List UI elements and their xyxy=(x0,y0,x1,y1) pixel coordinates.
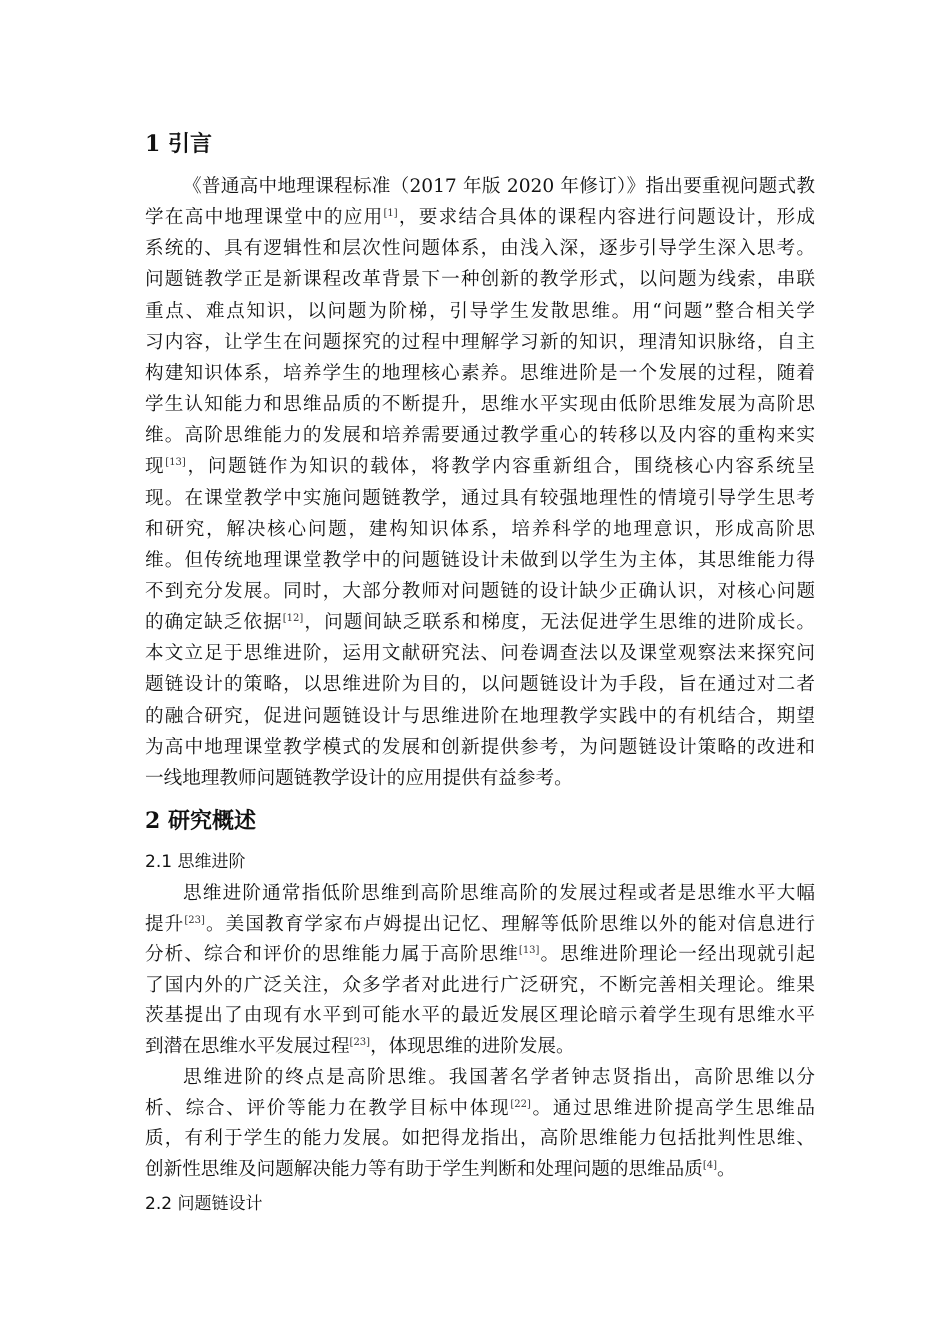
text-line xyxy=(145,487,815,511)
text-line xyxy=(145,974,815,998)
text-segment: 维。高阶思维能力的发展和培养需要通过教学重心的转移以及内容的重构来实 xyxy=(145,425,815,447)
citation-marker[interactable]: [12] xyxy=(282,613,304,625)
text-line xyxy=(145,580,815,604)
text-segment: ，问题链作为知识的载体，将教学内容重新组合，围绕核心内容系统呈 xyxy=(185,456,815,478)
citation-marker[interactable]: [13] xyxy=(518,945,540,957)
text-line xyxy=(145,1158,815,1182)
text-line xyxy=(145,882,815,906)
text-segment: 一线地理教师问题链教学设计的应用提供有益参考。 xyxy=(145,767,573,789)
text-line xyxy=(145,705,815,729)
text-segment: 现。在课堂教学中实施问题链教学，通过具有较强地理性的情境引导学生思考 xyxy=(145,487,815,509)
text-segment: 析、综合、评价等能力在教学目标中体现 xyxy=(145,1097,511,1119)
citation-marker[interactable]: [22] xyxy=(510,1098,531,1110)
text-line xyxy=(145,1004,815,1028)
text-segment: ，要求结合具体的课程内容进行问题设计，形成 xyxy=(397,207,815,229)
text-segment: 现 xyxy=(145,456,166,478)
citation-marker[interactable]: [23] xyxy=(184,914,205,926)
text-line xyxy=(145,642,815,666)
text-segment: 和研究，解决核心问题，建构知识体系，培养科学的地理意识，形成高阶思 xyxy=(145,518,815,540)
text-segment: 思维进阶的终点是高阶思维。我国著名学者钟志贤指出，高阶思维以分 xyxy=(183,1067,815,1088)
text-segment: 思维进阶通常指低阶思维到高阶思维高阶的发展过程或者是思维水平大幅 xyxy=(183,883,815,904)
text-line xyxy=(145,331,815,355)
text-line xyxy=(145,1097,815,1121)
text-line xyxy=(145,455,815,479)
subsection-heading-thinking-progression: 2.1 思维进阶 xyxy=(145,852,246,872)
section-heading-research-overview: 2 研究概述 xyxy=(145,808,256,834)
text-segment: 。通过思维进阶提高学生思维品 xyxy=(530,1097,815,1119)
text-segment: 重点、难点知识，以问题为阶梯，引导学生发散思维。用“问题”整合相关学 xyxy=(145,300,815,322)
text-line xyxy=(145,268,815,292)
text-line xyxy=(145,1035,815,1059)
text-line xyxy=(145,518,815,542)
text-segment: 构建知识体系，培养学生的地理核心素养。思维进阶是一个发展的过程，随着 xyxy=(145,362,815,384)
text-segment: 的融合研究，促进问题链设计与思维进阶在地理教学实践中的有机结合，期望 xyxy=(145,705,815,727)
text-segment: 提升 xyxy=(145,913,185,935)
text-line xyxy=(145,237,815,261)
section-heading-introduction: 1 引言 xyxy=(145,131,212,157)
citation-marker[interactable]: [1] xyxy=(383,208,398,220)
text-segment: 了国内外的广泛关注，众多学者对此进行广泛研究，不断完善相关理论。维果 xyxy=(145,974,815,996)
text-segment: 分析、综合和评价的思维能力属于高阶思维 xyxy=(145,944,519,966)
text-segment: 。美国教育学家布卢姆提出记忆、理解等低阶思维以外的能对信息进行 xyxy=(204,913,815,935)
text-segment: 茨基提出了由现有水平到可能水平的最近发展区理论暗示着学生现有思维水平 xyxy=(145,1005,815,1027)
text-segment: 维。但传统地理课堂教学中的问题链设计未做到以学生为主体，其思维能力得 xyxy=(145,549,815,571)
citation-marker[interactable]: [23] xyxy=(349,1037,371,1048)
text-line xyxy=(145,300,815,324)
text-segment: 本文立足于思维进阶，运用文献研究法、问卷调查法以及课堂观察法来探究问 xyxy=(145,643,815,665)
text-line xyxy=(145,767,815,791)
text-segment: 质，有利于学生的能力发展。如把得龙指出，高阶思维能力包括批判性思维、 xyxy=(145,1128,815,1150)
text-line xyxy=(145,943,815,967)
citation-marker[interactable]: [13] xyxy=(165,457,186,469)
text-line xyxy=(145,673,815,697)
text-segment: 到潜在思维水平发展过程 xyxy=(145,1036,350,1057)
text-segment: 为高中地理课堂教学模式的发展和创新提供参考，为问题链设计策略的改进和 xyxy=(145,736,815,758)
text-segment: 问题链教学正是新课程改革背景下一种创新的教学形式，以问题为线索，串联 xyxy=(145,269,815,291)
text-segment: 的确定缺乏依据 xyxy=(145,612,283,634)
text-line xyxy=(145,206,815,230)
text-segment: 题链设计的策略，以思维进阶为目的，以问题链设计为手段，旨在通过对二者 xyxy=(145,674,815,696)
text-line xyxy=(145,362,815,386)
text-line xyxy=(145,1066,815,1090)
text-line xyxy=(145,393,815,417)
text-line xyxy=(145,549,815,573)
text-segment: 习内容，让学生在问题探究的过程中理解学习新的知识，理清知识脉络，自主 xyxy=(145,331,815,353)
text-segment: 系统的、具有逻辑性和层次性问题体系，由浅入深，逐步引导学生深入思考。 xyxy=(145,238,815,260)
text-line xyxy=(145,424,815,448)
text-segment: 学生认知能力和思维品质的不断提升，思维水平实现由低阶思维发展为高阶思 xyxy=(145,394,815,416)
subsection-heading-question-chain-design: 2.2 问题链设计 xyxy=(145,1194,263,1214)
text-segment: ，体现思维的进阶发展。 xyxy=(370,1036,575,1057)
text-line xyxy=(145,913,815,937)
text-segment: 。思维进阶理论一经出现就引起 xyxy=(539,944,815,966)
text-segment: 学在高中地理课堂中的应用 xyxy=(145,207,384,229)
text-line xyxy=(145,736,815,760)
text-segment: 不到充分发展。同时，大部分教师对问题链的设计缺少正确认识，对核心问题 xyxy=(145,580,815,602)
text-segment: 《普通高中地理课程标准（2017 年版 2020 年修订）》指出要重视问题式教 xyxy=(183,176,815,197)
text-line xyxy=(145,1127,815,1151)
text-line xyxy=(145,175,815,199)
citation-marker[interactable]: [4] xyxy=(702,1159,717,1171)
text-segment: ，问题间缺乏联系和梯度，无法促进学生思维的进阶成长。 xyxy=(303,612,815,634)
text-segment: 。 xyxy=(717,1158,736,1180)
text-line xyxy=(145,611,815,635)
text-segment: 创新性思维及问题解决能力等有助于学生判断和处理问题的思维品质 xyxy=(145,1158,703,1180)
